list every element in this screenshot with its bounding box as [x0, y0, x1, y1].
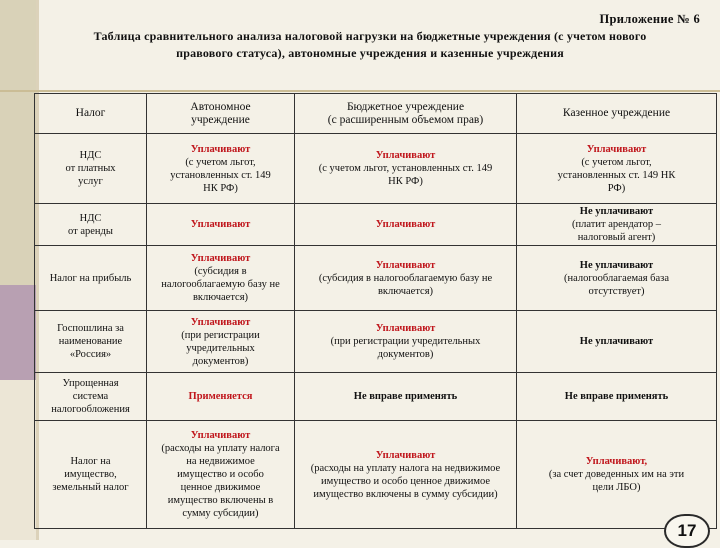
treasury-cell: Не уплачивают (налогооблагаемая база отсутствует) [517, 246, 717, 311]
table-row [35, 134, 717, 204]
status-text: Уплачивают [586, 143, 647, 155]
table-row [35, 373, 717, 421]
status-text: Не вправе применять [353, 391, 458, 402]
header-tax: Налог [35, 94, 147, 134]
treasury-cell: Уплачивают (с учетом льгот, установленных ст. 149 НК РФ) [517, 134, 717, 204]
left-decor-stripe-bottom [0, 380, 36, 540]
tax-name-cell: НДС от платных услуг [35, 134, 147, 204]
table-row [35, 421, 717, 529]
tax-name-cell: Упрощенная система налогообложения [35, 373, 147, 421]
status-text: Уплачивают [190, 430, 251, 441]
table-header-row [35, 94, 717, 134]
page-header [40, 12, 700, 62]
status-text: Не уплачивают [579, 259, 654, 271]
status-text: Уплачивают [375, 219, 436, 230]
status-text: Уплачивают [190, 219, 251, 230]
autonomous-cell: Уплачивают (расходы на уплату налога на недвижимое имущество и особо ценное движимое имущество включены в сумму субсидии) [147, 421, 295, 529]
header-autonomous: Автономное учреждение [147, 94, 295, 134]
status-text: Не уплачивают [579, 336, 654, 347]
autonomous-cell [147, 204, 295, 246]
status-text: Уплачивают [190, 143, 251, 155]
status-text: Не вправе применять [564, 391, 669, 402]
status-text: Уплачивают [375, 449, 436, 461]
header-treasury: Казенное учреждение [517, 94, 717, 134]
status-text: Уплачивают [375, 259, 436, 271]
appendix-label: Приложение № 6 [599, 12, 700, 26]
decor-horizontal-line [0, 90, 720, 92]
treasury-cell: Уплачивают, (за счет доведенных им на эти цели ЛБО) [517, 421, 717, 529]
budget-cell: Уплачивают (расходы на уплату налога на недвижимое имущество и особо ценное движимое имущество включены в сумму субсидии) [295, 421, 517, 529]
table-row [35, 311, 717, 373]
status-text: Уплачивают [190, 316, 251, 328]
status-text: Уплачивают [190, 253, 251, 264]
treasury-cell [517, 311, 717, 373]
tax-name-cell: Госпошлина за наименование «Россия» [35, 311, 147, 373]
budget-cell: Уплачивают (субсидия в налогооблагаемую базу не включается) [295, 246, 517, 311]
autonomous-cell: Уплачивают (при регистрации учредительных документов) [147, 311, 295, 373]
status-text: Уплачивают [375, 323, 436, 334]
autonomous-cell: Уплачивают (субсидия в налогооблагаемую базу не включается) [147, 246, 295, 311]
comparison-table [34, 93, 717, 529]
status-text: Уплачивают, [585, 456, 648, 467]
treasury-cell [517, 373, 717, 421]
budget-cell: Уплачивают (при регистрации учредительных документов) [295, 311, 517, 373]
table-row [35, 204, 717, 246]
tax-name-cell: Налог на прибыль [35, 246, 147, 311]
status-text: Применяется [188, 391, 253, 402]
status-text: Не уплачивают [579, 206, 654, 217]
autonomous-cell: Уплачивают (с учетом льгот, установленных ст. 149 НК РФ) [147, 134, 295, 204]
budget-cell [295, 204, 517, 246]
tax-name-cell: Налог на имущество, земельный налог [35, 421, 147, 529]
left-decor-stripe-accent [0, 285, 36, 380]
tax-name-cell: НДС от аренды [35, 204, 147, 246]
page-title: Таблица сравнительного анализа налоговой нагрузки на бюджетные учреждения (с учетом нового правового статуса), автономные учреждения и казенные учреждения [93, 29, 647, 60]
page-number-badge: 17 [664, 514, 710, 548]
status-text: Уплачивают [375, 150, 436, 161]
treasury-cell: Не уплачивают (платит арендатор – налоговый агент) [517, 204, 717, 246]
budget-cell [295, 373, 517, 421]
header-budget: Бюджетное учреждение (с расширенным объемом прав) [295, 94, 517, 134]
left-decor-stripe [0, 0, 36, 285]
autonomous-cell [147, 373, 295, 421]
table-row [35, 246, 717, 311]
budget-cell: Уплачивают (с учетом льгот, установленных ст. 149 НК РФ) [295, 134, 517, 204]
